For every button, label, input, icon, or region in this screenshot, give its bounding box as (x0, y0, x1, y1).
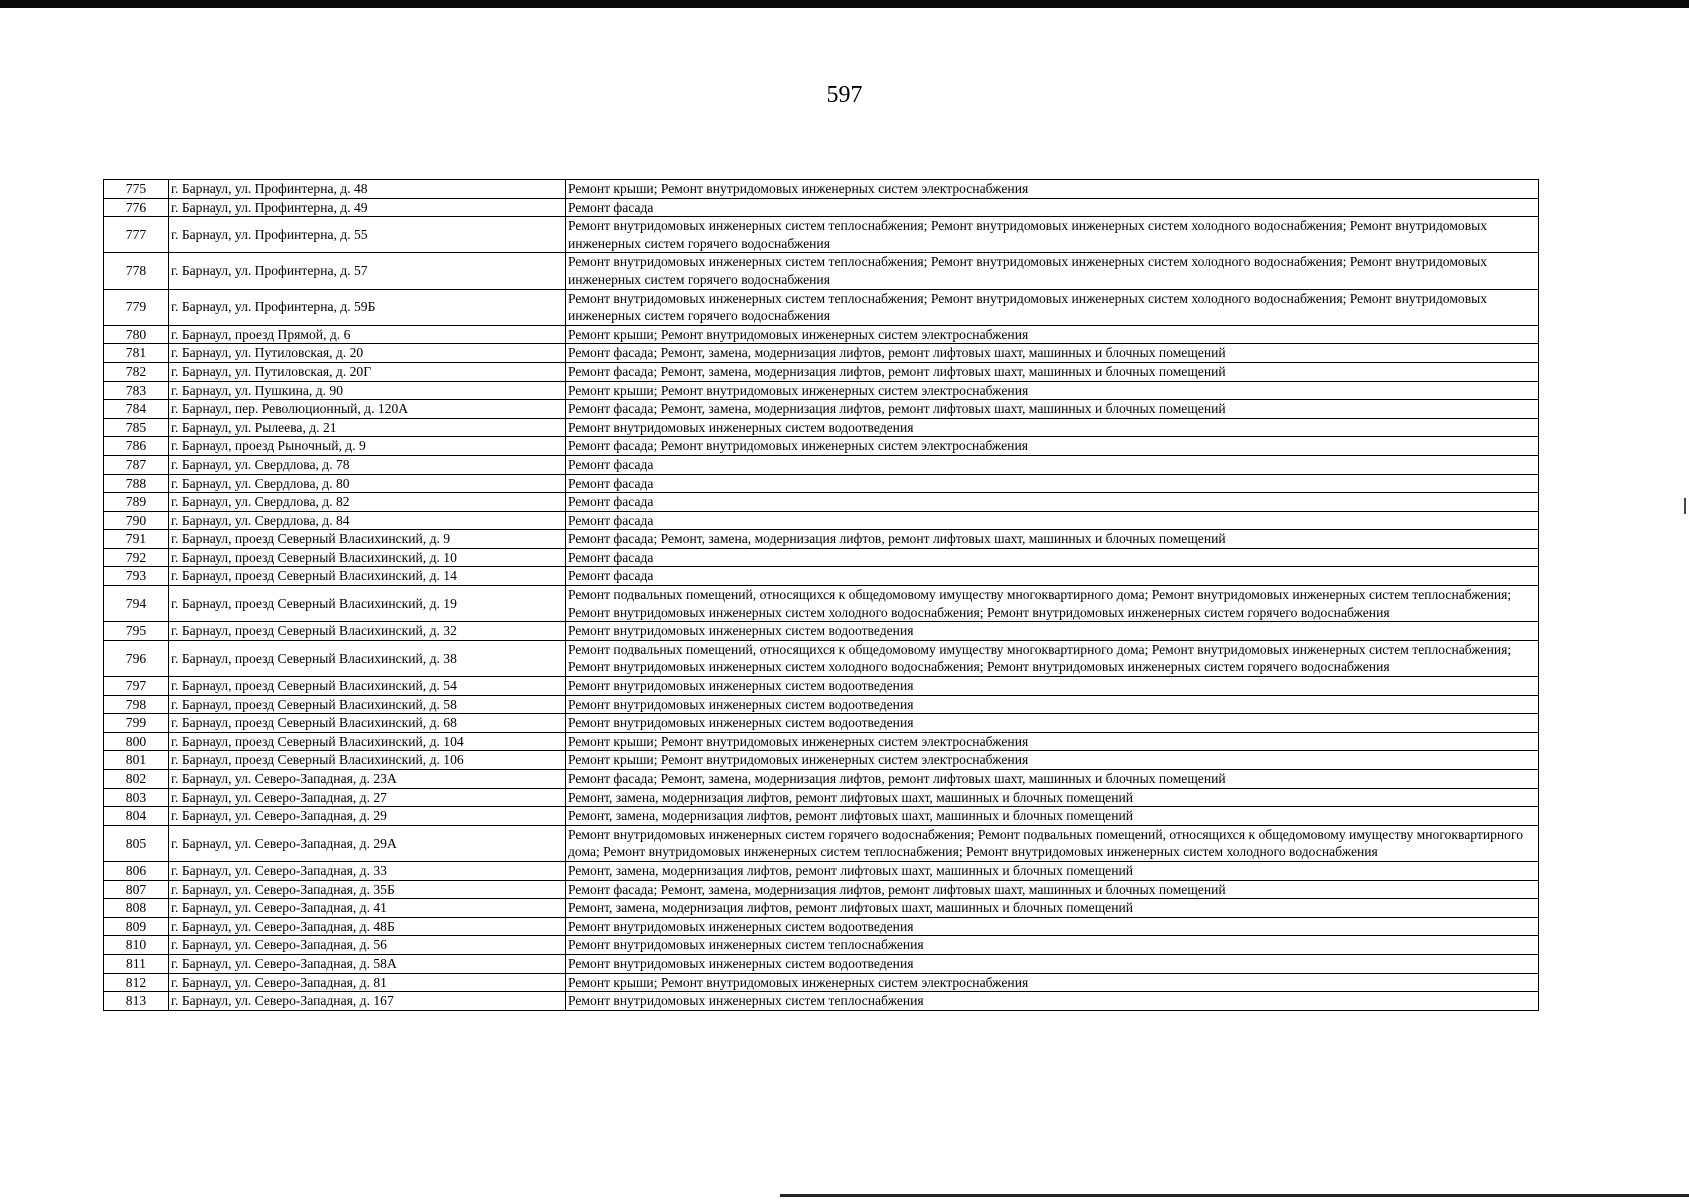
row-number: 778 (104, 253, 169, 289)
row-works: Ремонт фасада (566, 567, 1539, 586)
row-works: Ремонт внутридомовых инженерных систем водоотведения (566, 622, 1539, 641)
table-row (104, 567, 1539, 586)
table-row (104, 362, 1539, 381)
row-address: г. Барнаул, ул. Свердлова, д. 84 (169, 511, 566, 530)
row-address: г. Барнаул, ул. Северо-Западная, д. 48Б (169, 917, 566, 936)
row-address: г. Барнаул, проезд Северный Власихинский, д. 58 (169, 695, 566, 714)
row-number: 798 (104, 695, 169, 714)
row-works: Ремонт внутридомовых инженерных систем теплоснабжения (566, 936, 1539, 955)
row-number: 804 (104, 807, 169, 826)
table-row (104, 325, 1539, 344)
row-works: Ремонт внутридомовых инженерных систем водоотведения (566, 418, 1539, 437)
row-works: Ремонт фасада (566, 474, 1539, 493)
row-address: г. Барнаул, ул. Северо-Западная, д. 27 (169, 788, 566, 807)
row-number: 793 (104, 567, 169, 586)
row-number: 797 (104, 677, 169, 696)
table-row (104, 992, 1539, 1011)
table-row (104, 825, 1539, 861)
row-works: Ремонт, замена, модернизация лифтов, ремонт лифтовых шахт, машинных и блочных помещений (566, 807, 1539, 826)
row-works: Ремонт крыши; Ремонт внутридомовых инженерных систем электроснабжения (566, 381, 1539, 400)
table-row (104, 548, 1539, 567)
row-works: Ремонт внутридомовых инженерных систем горячего водоснабжения; Ремонт подвальных помещений, относящихся к общедомовому имуществу многоквартирного дома; Ремонт внутридомовых инженерных систем теплоснабжения; Ремонт внутридомовых инженерных систем холодного водоснабжения (566, 825, 1539, 861)
table-row (104, 732, 1539, 751)
row-works: Ремонт внутридомовых инженерных систем теплоснабжения; Ремонт внутридомовых инженерных систем холодного водоснабжения; Ремонт внутридомовых инженерных систем горячего водоснабжения (566, 289, 1539, 325)
row-number: 786 (104, 437, 169, 456)
row-works: Ремонт подвальных помещений, относящихся к общедомовому имуществу многоквартирного дома; Ремонт внутридомовых инженерных систем теплоснабжения; Ремонт внутридомовых инженерных систем холодного водоснабжения; Ремонт внутридомовых инженерных систем горячего водоснабжения (566, 640, 1539, 676)
table-row (104, 180, 1539, 199)
scan-top-border (0, 0, 1689, 8)
row-address: г. Барнаул, ул. Профинтерна, д. 57 (169, 253, 566, 289)
row-address: г. Барнаул, проезд Северный Власихинский, д. 9 (169, 530, 566, 549)
table-row (104, 418, 1539, 437)
row-address: г. Барнаул, ул. Профинтерна, д. 48 (169, 180, 566, 199)
table-row (104, 493, 1539, 512)
row-address: г. Барнаул, проезд Северный Власихинский, д. 14 (169, 567, 566, 586)
table-row (104, 770, 1539, 789)
row-works: Ремонт фасада; Ремонт, замена, модернизация лифтов, ремонт лифтовых шахт, машинных и блочных помещений (566, 400, 1539, 419)
row-address: г. Барнаул, ул. Северо-Западная, д. 33 (169, 861, 566, 880)
row-works: Ремонт крыши; Ремонт внутридомовых инженерных систем электроснабжения (566, 973, 1539, 992)
table-body (104, 180, 1539, 1011)
table-row (104, 695, 1539, 714)
row-number: 787 (104, 455, 169, 474)
row-works: Ремонт внутридомовых инженерных систем водоотведения (566, 954, 1539, 973)
table-row (104, 640, 1539, 676)
row-works: Ремонт крыши; Ремонт внутридомовых инженерных систем электроснабжения (566, 325, 1539, 344)
row-address: г. Барнаул, проезд Северный Власихинский, д. 106 (169, 751, 566, 770)
row-address: г. Барнаул, ул. Свердлова, д. 80 (169, 474, 566, 493)
row-address: г. Барнаул, проезд Северный Власихинский, д. 10 (169, 548, 566, 567)
table-row (104, 751, 1539, 770)
row-number: 776 (104, 198, 169, 217)
table-row (104, 788, 1539, 807)
row-address: г. Барнаул, проезд Северный Власихинский, д. 68 (169, 714, 566, 733)
row-address: г. Барнаул, ул. Профинтерна, д. 49 (169, 198, 566, 217)
row-address: г. Барнаул, ул. Северо-Западная, д. 35Б (169, 880, 566, 899)
table-row (104, 936, 1539, 955)
row-works: Ремонт внутридомовых инженерных систем теплоснабжения; Ремонт внутридомовых инженерных систем холодного водоснабжения; Ремонт внутридомовых инженерных систем горячего водоснабжения (566, 217, 1539, 253)
row-address: г. Барнаул, пер. Революционный, д. 120А (169, 400, 566, 419)
row-works: Ремонт фасада; Ремонт, замена, модернизация лифтов, ремонт лифтовых шахт, машинных и блочных помещений (566, 344, 1539, 363)
row-number: 801 (104, 751, 169, 770)
table-row (104, 474, 1539, 493)
table-row (104, 880, 1539, 899)
row-works: Ремонт фасада; Ремонт, замена, модернизация лифтов, ремонт лифтовых шахт, машинных и блочных помещений (566, 362, 1539, 381)
row-number: 805 (104, 825, 169, 861)
row-address: г. Барнаул, ул. Северо-Западная, д. 56 (169, 936, 566, 955)
row-works: Ремонт крыши; Ремонт внутридомовых инженерных систем электроснабжения (566, 180, 1539, 199)
row-number: 800 (104, 732, 169, 751)
table-row (104, 253, 1539, 289)
row-works: Ремонт внутридомовых инженерных систем теплоснабжения (566, 992, 1539, 1011)
row-address: г. Барнаул, ул. Северо-Западная, д. 81 (169, 973, 566, 992)
row-address: г. Барнаул, проезд Северный Власихинский, д. 104 (169, 732, 566, 751)
table-row (104, 437, 1539, 456)
row-number: 812 (104, 973, 169, 992)
row-works: Ремонт внутридомовых инженерных систем водоотведения (566, 695, 1539, 714)
page-number: 597 (826, 82, 863, 108)
row-works: Ремонт фасада (566, 511, 1539, 530)
row-number: 799 (104, 714, 169, 733)
row-number: 809 (104, 917, 169, 936)
row-address: г. Барнаул, ул. Северо-Западная, д. 41 (169, 899, 566, 918)
scan-margin-mark (1684, 498, 1686, 514)
table-row (104, 289, 1539, 325)
row-number: 802 (104, 770, 169, 789)
table-row (104, 381, 1539, 400)
row-number: 813 (104, 992, 169, 1011)
row-address: г. Барнаул, проезд Прямой, д. 6 (169, 325, 566, 344)
row-address: г. Барнаул, проезд Северный Власихинский, д. 19 (169, 586, 566, 622)
row-address: г. Барнаул, проезд Северный Власихинский, д. 32 (169, 622, 566, 641)
row-works: Ремонт внутридомовых инженерных систем водоотведения (566, 714, 1539, 733)
row-works: Ремонт фасада; Ремонт, замена, модернизация лифтов, ремонт лифтовых шахт, машинных и блочных помещений (566, 530, 1539, 549)
table-row (104, 530, 1539, 549)
row-address: г. Барнаул, ул. Свердлова, д. 82 (169, 493, 566, 512)
row-number: 791 (104, 530, 169, 549)
row-number: 784 (104, 400, 169, 419)
row-address: г. Барнаул, ул. Путиловская, д. 20 (169, 344, 566, 363)
row-address: г. Барнаул, ул. Профинтерна, д. 55 (169, 217, 566, 253)
row-number: 810 (104, 936, 169, 955)
table-row (104, 714, 1539, 733)
row-address: г. Барнаул, ул. Пушкина, д. 90 (169, 381, 566, 400)
row-address: г. Барнаул, ул. Северо-Западная, д. 167 (169, 992, 566, 1011)
row-works: Ремонт внутридомовых инженерных систем водоотведения (566, 917, 1539, 936)
row-number: 782 (104, 362, 169, 381)
row-works: Ремонт подвальных помещений, относящихся к общедомовому имуществу многоквартирного дома; Ремонт внутридомовых инженерных систем теплоснабжения; Ремонт внутридомовых инженерных систем холодного водоснабжения; Ремонт внутридомовых инженерных систем горячего водоснабжения (566, 586, 1539, 622)
row-works: Ремонт внутридомовых инженерных систем теплоснабжения; Ремонт внутридомовых инженерных систем холодного водоснабжения; Ремонт внутридомовых инженерных систем горячего водоснабжения (566, 253, 1539, 289)
row-number: 775 (104, 180, 169, 199)
row-number: 783 (104, 381, 169, 400)
table-row (104, 899, 1539, 918)
row-works: Ремонт крыши; Ремонт внутридомовых инженерных систем электроснабжения (566, 732, 1539, 751)
table-row (104, 622, 1539, 641)
row-number: 777 (104, 217, 169, 253)
row-works: Ремонт фасада; Ремонт, замена, модернизация лифтов, ремонт лифтовых шахт, машинных и блочных помещений (566, 770, 1539, 789)
row-number: 788 (104, 474, 169, 493)
row-number: 785 (104, 418, 169, 437)
row-address: г. Барнаул, ул. Северо-Западная, д. 29А (169, 825, 566, 861)
row-number: 789 (104, 493, 169, 512)
row-number: 807 (104, 880, 169, 899)
table-row (104, 511, 1539, 530)
row-works: Ремонт фасада (566, 493, 1539, 512)
row-address: г. Барнаул, ул. Рылеева, д. 21 (169, 418, 566, 437)
row-number: 781 (104, 344, 169, 363)
row-works: Ремонт, замена, модернизация лифтов, ремонт лифтовых шахт, машинных и блочных помещений (566, 861, 1539, 880)
table-row (104, 586, 1539, 622)
scan-bottom-edge (780, 1194, 1689, 1197)
row-works: Ремонт фасада (566, 198, 1539, 217)
row-number: 790 (104, 511, 169, 530)
table-row (104, 973, 1539, 992)
row-address: г. Барнаул, проезд Рыночный, д. 9 (169, 437, 566, 456)
table-row (104, 861, 1539, 880)
row-address: г. Барнаул, ул. Путиловская, д. 20Г (169, 362, 566, 381)
row-works: Ремонт фасада (566, 548, 1539, 567)
row-address: г. Барнаул, ул. Профинтерна, д. 59Б (169, 289, 566, 325)
row-number: 806 (104, 861, 169, 880)
row-number: 792 (104, 548, 169, 567)
row-number: 796 (104, 640, 169, 676)
table-row (104, 917, 1539, 936)
row-address: г. Барнаул, ул. Северо-Западная, д. 58А (169, 954, 566, 973)
row-number: 803 (104, 788, 169, 807)
row-works: Ремонт фасада (566, 455, 1539, 474)
table-row (104, 400, 1539, 419)
repair-register-table (103, 179, 1539, 1011)
table-row (104, 344, 1539, 363)
row-address: г. Барнаул, ул. Северо-Западная, д. 29 (169, 807, 566, 826)
row-address: г. Барнаул, проезд Северный Власихинский, д. 38 (169, 640, 566, 676)
row-works: Ремонт внутридомовых инженерных систем водоотведения (566, 677, 1539, 696)
table-row (104, 198, 1539, 217)
row-works: Ремонт, замена, модернизация лифтов, ремонт лифтовых шахт, машинных и блочных помещений (566, 899, 1539, 918)
row-number: 811 (104, 954, 169, 973)
row-works: Ремонт фасада; Ремонт внутридомовых инженерных систем электроснабжения (566, 437, 1539, 456)
row-number: 808 (104, 899, 169, 918)
row-address: г. Барнаул, проезд Северный Власихинский, д. 54 (169, 677, 566, 696)
row-number: 780 (104, 325, 169, 344)
row-number: 795 (104, 622, 169, 641)
table-row (104, 677, 1539, 696)
row-number: 779 (104, 289, 169, 325)
row-works: Ремонт фасада; Ремонт, замена, модернизация лифтов, ремонт лифтовых шахт, машинных и блочных помещений (566, 880, 1539, 899)
table-row (104, 807, 1539, 826)
row-address: г. Барнаул, ул. Северо-Западная, д. 23А (169, 770, 566, 789)
table-row (104, 217, 1539, 253)
row-address: г. Барнаул, ул. Свердлова, д. 78 (169, 455, 566, 474)
table-row (104, 455, 1539, 474)
row-number: 794 (104, 586, 169, 622)
row-works: Ремонт, замена, модернизация лифтов, ремонт лифтовых шахт, машинных и блочных помещений (566, 788, 1539, 807)
row-works: Ремонт крыши; Ремонт внутридомовых инженерных систем электроснабжения (566, 751, 1539, 770)
table-row (104, 954, 1539, 973)
